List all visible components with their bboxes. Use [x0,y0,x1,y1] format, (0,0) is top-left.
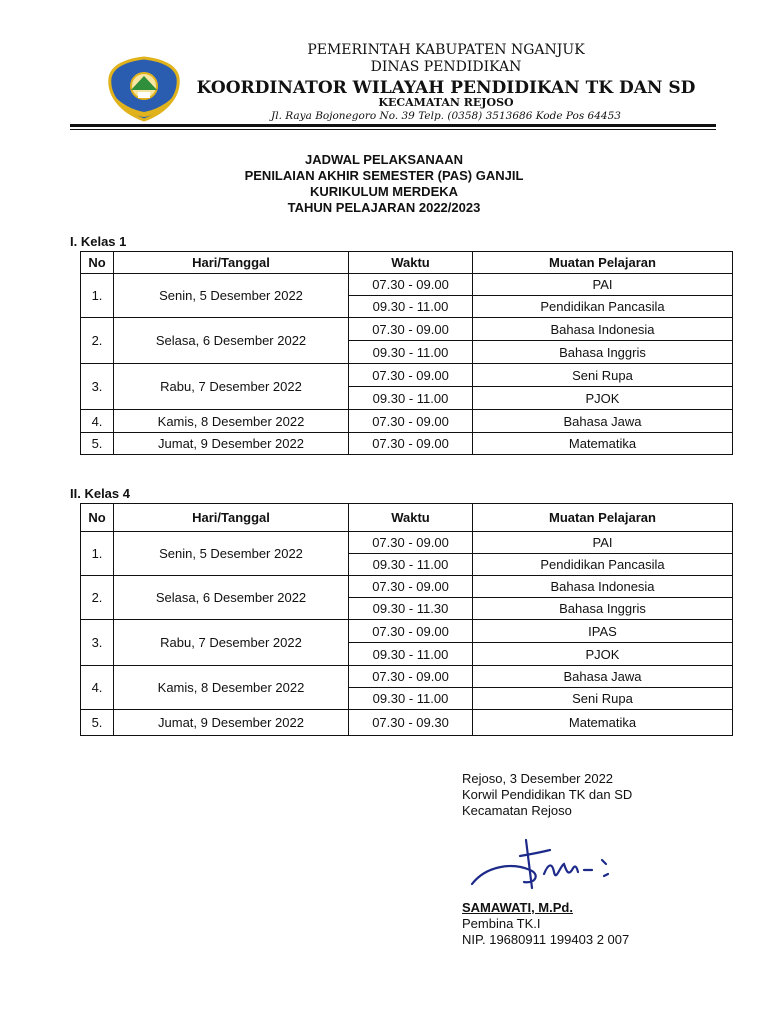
row-time: 07.30 - 09.00 [349,532,473,554]
row-subject: Bahasa Indonesia [473,576,733,598]
row-subject: Pendidikan Pancasila [473,296,733,318]
place-date: Rejoso, 3 Desember 2022 [462,771,614,786]
row-number: 1. [81,274,114,318]
section-title-kelas-1: I. Kelas 1 [70,234,127,249]
row-subject: Bahasa Jawa [473,666,733,688]
row-number: 5. [81,710,114,736]
table-row [81,576,733,598]
header-day: Hari/Tanggal [114,252,349,274]
row-day: Selasa, 6 Desember 2022 [114,576,349,620]
row-subject: Bahasa Indonesia [473,318,733,341]
row-day: Selasa, 6 Desember 2022 [114,318,349,364]
row-day: Rabu, 7 Desember 2022 [114,620,349,666]
row-time: 09.30 - 11.00 [349,341,473,364]
row-subject: Bahasa Jawa [473,410,733,433]
header-no: No [81,252,114,274]
row-subject: Seni Rupa [473,364,733,387]
table-row [81,620,733,643]
row-time: 07.30 - 09.00 [349,576,473,598]
row-subject: Bahasa Inggris [473,341,733,364]
row-time: 07.30 - 09.30 [349,710,473,736]
row-number: 5. [81,433,114,455]
title-line-2: PENILAIAN AKHIR SEMESTER (PAS) GANJIL [244,168,524,183]
row-time: 07.30 - 09.00 [349,666,473,688]
letterhead-government: PEMERINTAH KABUPATEN NGANJUK [307,42,585,58]
row-day: Senin, 5 Desember 2022 [114,274,349,318]
row-time: 07.30 - 09.00 [349,410,473,433]
table-row [81,410,733,433]
title-line-4: TAHUN PELAJARAN 2022/2023 [287,200,481,215]
row-time: 09.30 - 11.00 [349,387,473,410]
table-row [81,710,733,736]
signer-role: Korwil Pendidikan TK dan SD [462,787,633,802]
row-number: 3. [81,620,114,666]
letterhead [0,0,768,130]
letterhead-address: Jl. Raya Bojonegoro No. 39 Telp. (0358) 3513686 Kode Pos 64453 [271,110,621,122]
row-number: 2. [81,318,114,364]
signer-nip: NIP. 19680911 199403 2 007 [462,932,630,947]
row-subject: PJOK [473,643,733,666]
row-time: 07.30 - 09.00 [349,364,473,387]
schedule-table-kelas-4 [80,503,733,736]
row-subject: PAI [473,532,733,554]
signer-office: Kecamatan Rejoso [462,803,572,818]
row-day: Jumat, 9 Desember 2022 [114,433,349,455]
row-time: 09.30 - 11.00 [349,643,473,666]
row-time: 07.30 - 09.00 [349,620,473,643]
row-time: 09.30 - 11.00 [349,554,473,576]
table-row [81,433,733,455]
row-day: Kamis, 8 Desember 2022 [114,410,349,433]
letterhead-department: DINAS PENDIDIKAN [370,59,522,75]
letterhead-rule-thin [70,129,716,130]
header-no: No [81,504,114,532]
table-row [81,274,733,296]
row-time: 09.30 - 11.00 [349,688,473,710]
header-subject: Muatan Pelajaran [473,252,733,274]
row-number: 4. [81,410,114,433]
row-time: 07.30 - 09.00 [349,318,473,341]
row-day: Jumat, 9 Desember 2022 [114,710,349,736]
letterhead-office: KOORDINATOR WILAYAH PENDIDIKAN TK DAN SD [196,78,696,98]
row-subject: Pendidikan Pancasila [473,554,733,576]
signer-rank: Pembina TK.I [462,916,541,931]
table-row [81,666,733,688]
row-day: Senin, 5 Desember 2022 [114,532,349,576]
signature-block [462,771,632,819]
header-time: Waktu [349,252,473,274]
row-subject: IPAS [473,620,733,643]
row-subject: Seni Rupa [473,688,733,710]
title-line-1: JADWAL PELAKSANAAN [305,152,463,167]
signer-name: SAMAWATI, M.Pd. [462,900,573,915]
regency-emblem-icon [104,56,184,122]
row-subject: PAI [473,274,733,296]
letterhead-district: KECAMATAN REJOSO [378,96,514,109]
letterhead-rule-thick [70,124,716,127]
table-row [81,318,733,341]
row-number: 3. [81,364,114,410]
handwritten-signature-icon [466,826,626,898]
title-line-3: KURIKULUM MERDEKA [309,184,459,199]
row-number: 1. [81,532,114,576]
row-subject: Matematika [473,433,733,455]
row-day: Kamis, 8 Desember 2022 [114,666,349,710]
row-time: 07.30 - 09.00 [349,433,473,455]
row-number: 4. [81,666,114,710]
row-number: 2. [81,576,114,620]
section-title-kelas-4: II. Kelas 4 [70,486,130,501]
schedule-table-kelas-1 [80,251,733,455]
document-title [0,152,768,216]
header-time: Waktu [349,504,473,532]
table-row [81,532,733,554]
row-subject: Matematika [473,710,733,736]
row-subject: Bahasa Inggris [473,598,733,620]
row-time: 09.30 - 11.00 [349,296,473,318]
table-row [81,364,733,387]
row-time: 07.30 - 09.00 [349,274,473,296]
row-time: 09.30 - 11.30 [349,598,473,620]
row-day: Rabu, 7 Desember 2022 [114,364,349,410]
header-subject: Muatan Pelajaran [473,504,733,532]
header-day: Hari/Tanggal [114,504,349,532]
row-subject: PJOK [473,387,733,410]
